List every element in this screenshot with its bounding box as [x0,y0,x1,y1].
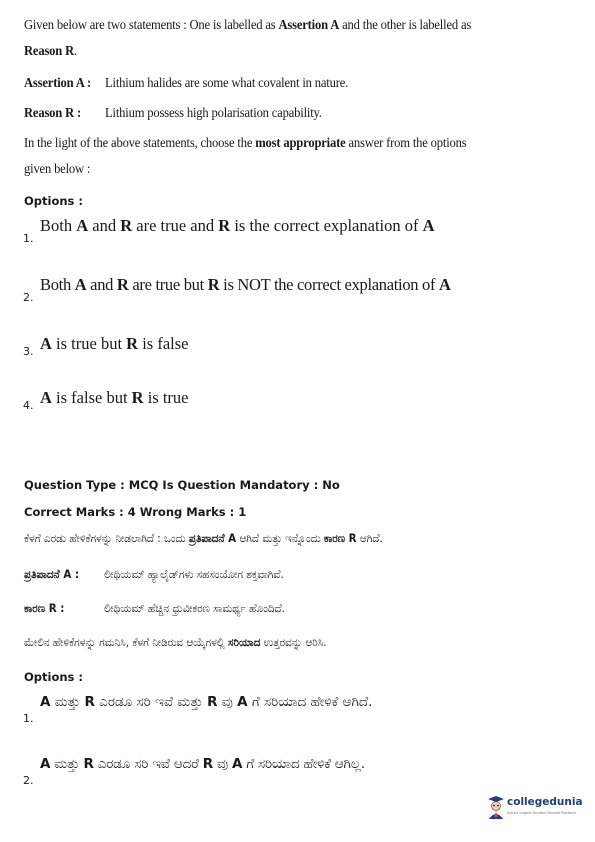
assertion-text: Lithium halides are some what covalent in nature. [105,76,349,91]
question-type: Question Type : MCQ Is Question Mandatory : No [24,478,340,492]
kn-reason-label: ಕಾರಣ R : [24,601,65,615]
option-4-text[interactable]: A is false but R is true [40,388,189,407]
option-3-text[interactable]: A is true but R is false [40,334,189,353]
option-number: 2. [23,291,34,304]
kn-instruction: ಮೇಲಿನ ಹೇಳಿಕೆಗಳನ್ನು ಗಮನಿಸಿ, ಕೆಳಗೆ ನೀಡಿರುವ ಆಯ್ಕೆಗಳಲ್ಲಿ ಸರಿಯಾದ ಉತ್ತರವನ್ನು ಆರಿಸಿ. [24,635,327,649]
options-heading: Options : [24,194,83,208]
logo-name: collegedunia [507,796,583,808]
option-1-text[interactable]: Both A and R are true and R is the correct explanation of A [40,216,435,235]
kn-assertion-label: ಪ್ರತಿಪಾದನೆ A : [24,567,80,581]
option-number: 3. [23,345,34,358]
marks-info: Correct Marks : 4 Wrong Marks : 1 [24,505,247,519]
kn-option-1-text[interactable]: A ಮತ್ತು R ಎರಡೂ ಸರಿ ಇವೆ ಮತ್ತು R ವು A ಗೆ ಸರಿಯಾದ ಹೇಳಿಕೆ ಆಗಿದೆ. [40,694,373,710]
kn-option-2-text[interactable]: A ಮತ್ತು R ಎರಡೂ ಸರಿ ಇವೆ ಆದರೆ R ವು A ಗೆ ಸರಿಯಾದ ಹೇಳಿಕೆ ಆಗಿಲ್ಲ. [40,756,365,772]
option-2-text[interactable]: Both A and R are true but R is NOT the correct explanation of A [40,275,451,294]
option-number: 1. [23,712,34,725]
option-number: 2. [23,774,34,787]
instruction-line-1: In the light of the above statements, choose the most appropriate answer from the options [24,136,467,151]
graduate-icon [487,795,505,819]
intro-line-2: Reason R. [24,44,78,59]
kn-reason-text: ಲೀಥಿಯಮ್ ಹೆಚ್ಚಿನ ಧ್ರುವೀಕರಣ ಸಾಮರ್ಥ್ಯ ಹೊಂದಿದೆ. [104,601,285,615]
kn-assertion-text: ಲೀಥಿಯಮ್ ಹ್ಯಾಲೈಡ್‌ಗಳು ಸಹಸಂಯೋಗ ಶಕ್ತವಾಗಿವೆ. [104,567,284,581]
reason-text: Lithium possess high polarisation capability. [105,106,322,121]
assertion-label: Assertion A : [24,76,91,91]
collegedunia-logo [487,795,587,825]
kn-options-heading: Options : [24,670,83,684]
intro-line-1: Given below are two statements : One is labelled as Assertion A and the other is labelled as [24,18,472,33]
logo-tagline: India's largest Student Review Platform [507,811,576,815]
kn-intro: ಕೆಳಗೆ ಎರಡು ಹೇಳಿಕೆಗಳನ್ನು ನೀಡಲಾಗಿದೆ : ಒಂದು ಪ್ರತಿಪಾದನೆ A ಆಗಿದೆ ಮತ್ತು ಇನ್ನೊಂದು ಕಾರಣ R ಆಗಿದೆ. [24,531,383,545]
option-number: 1. [23,232,34,245]
reason-label: Reason R : [24,106,82,121]
instruction-line-2: given below : [24,162,91,177]
option-number: 4. [23,399,34,412]
